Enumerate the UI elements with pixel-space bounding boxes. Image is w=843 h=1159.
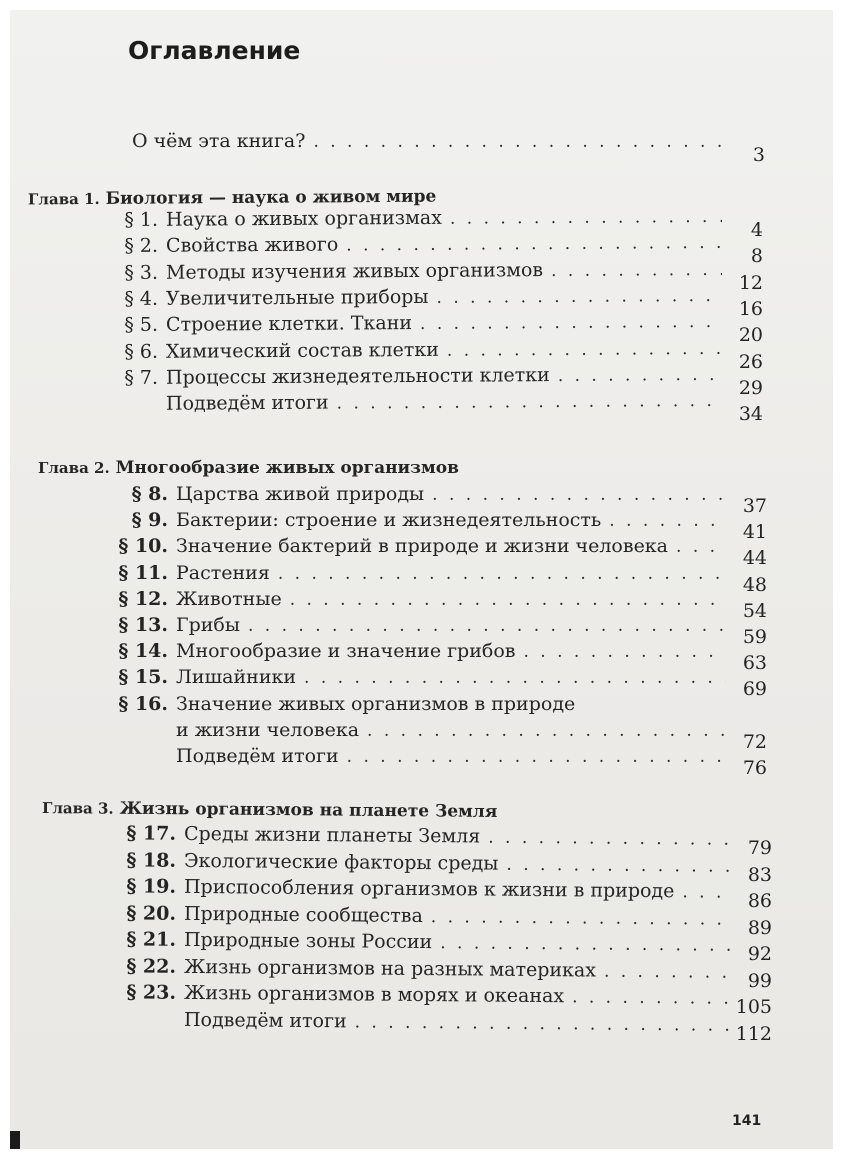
toc-entry[interactable] [106, 483, 726, 509]
toc-entry-title: Свойства живого [165, 233, 339, 258]
toc-entry[interactable] [106, 693, 726, 719]
section-number: § 6. [124, 340, 159, 363]
section-number: § 20. [126, 901, 177, 925]
toc-entry-title: Подведём итоги [176, 745, 339, 767]
leader-dots [523, 642, 726, 662]
toc-entry-page: 69 [742, 678, 767, 701]
toc-entry-title: О чём эта книга? [132, 130, 306, 152]
toc-entry-title: Наука о живых организмах [165, 206, 442, 231]
toc-entry[interactable] [106, 257, 722, 287]
section-number: § 21. [126, 928, 177, 951]
toc-entry-title: Царства живой природы [176, 483, 425, 505]
toc-entry-title: Методы изучения живых организмов [165, 258, 544, 284]
chapter-label: Глава 3. [41, 799, 114, 818]
toc-entry-title: Многообразие и значение грибов [176, 640, 516, 663]
page-number: 141 [732, 1113, 762, 1129]
leader-dots [604, 961, 732, 982]
section-number: § 11. [118, 561, 168, 584]
toc-entry-page: 41 [742, 521, 767, 544]
toc-entry-page: 79 [747, 837, 772, 859]
toc-entry-page: 44 [742, 547, 767, 570]
toc-entry-page: 29 [738, 376, 763, 399]
section-number: § 17. [126, 822, 177, 845]
chapter-heading-3 [42, 798, 498, 822]
chapter-title: Многообразие живых организмов [115, 458, 459, 478]
chapter-label: Глава 2. [38, 459, 110, 477]
section-number: § 9. [131, 509, 168, 532]
section-number: § 1. [124, 208, 159, 232]
leader-dots [432, 485, 726, 505]
toc-entry-page: 112 [735, 1022, 772, 1045]
toc-entry-page: 86 [747, 890, 772, 912]
toc-entry-title: Жизнь организмов в морях и океанах [183, 981, 565, 1008]
toc-entry-title: Природные сообщества [183, 902, 423, 927]
section-number: § 4. [124, 287, 159, 310]
toc-entry[interactable] [106, 363, 722, 393]
toc-entry[interactable] [106, 231, 722, 261]
toc-entry-page: 12 [738, 271, 763, 294]
leader-dots [551, 259, 722, 280]
toc-entry-page: 54 [742, 599, 767, 622]
leader-dots [447, 338, 722, 360]
toc-entry-page: 48 [742, 573, 767, 596]
toc-entry[interactable] [114, 822, 732, 853]
leader-dots [278, 564, 726, 584]
toc-entry[interactable] [106, 588, 726, 614]
toc-entry-title: Грибы [176, 614, 240, 636]
toc-entry-intro[interactable] [132, 130, 732, 156]
leader-dots [347, 747, 726, 767]
section-number: § 13. [118, 614, 168, 636]
book-page [10, 10, 833, 1149]
page-title: Оглавление [128, 36, 301, 65]
toc-entry-title: Значение живых организмов в природе [176, 692, 576, 715]
toc-entry[interactable] [106, 310, 722, 340]
toc-entry-title: Природные зоны России [183, 928, 433, 954]
page-corner [10, 1131, 20, 1149]
section-number: § 14. [118, 640, 168, 663]
toc-entry-title: Среды жизни планеты Земля [183, 822, 481, 848]
toc-entry-title: Экологические факторы среды [183, 849, 499, 875]
chapter-heading-2 [38, 458, 459, 478]
toc-entry-page: 72 [742, 730, 767, 753]
leader-dots [436, 286, 722, 308]
toc-entry-page: 37 [742, 495, 767, 517]
leader-dots [488, 828, 732, 850]
section-number: § 18. [126, 848, 177, 872]
toc-entry-page: 34 [738, 403, 763, 426]
leader-dots [313, 132, 732, 152]
toc-entry-page: 63 [742, 652, 767, 675]
leader-dots [420, 312, 722, 334]
section-number: § 16. [118, 692, 168, 715]
toc-entry-page: 4 [750, 219, 763, 241]
toc-entry[interactable] [106, 336, 722, 366]
toc-entry-page: 105 [735, 996, 772, 1018]
toc-entry-title: Растения [176, 561, 270, 584]
toc-entry-title: и жизни человека [176, 718, 360, 741]
leader-dots [431, 907, 732, 930]
section-number: § 8. [131, 483, 168, 505]
leader-dots [248, 616, 726, 636]
chapter-title: Биология — наука о живом мире [105, 186, 437, 209]
toc-entry[interactable] [114, 981, 732, 1012]
chapter-heading-1 [28, 187, 436, 210]
toc-entry-page: 8 [750, 245, 763, 268]
leader-dots [609, 511, 726, 531]
toc-entry-title: Процессы жизнедеятельности клетки [165, 363, 550, 389]
chapter-label: Глава 1. [27, 189, 100, 209]
leader-dots [337, 391, 722, 414]
leader-dots [290, 590, 726, 610]
toc-entry-title: Подведём итоги [183, 1008, 347, 1032]
toc-entry[interactable] [114, 928, 732, 959]
toc-entry[interactable] [106, 719, 726, 745]
leader-dots [572, 987, 732, 1008]
toc-entry-page: 83 [747, 863, 772, 886]
toc-entry[interactable] [106, 284, 722, 314]
leader-dots [440, 933, 732, 956]
toc-entry-title: Увеличительные приборы [165, 285, 429, 310]
section-number: § 22. [126, 954, 177, 978]
section-number: § 3. [124, 261, 159, 284]
toc-entry-title: Приспособления организмов к жизни в природе [183, 875, 675, 903]
toc-entry-title: Бактерии: строение и жизнедеятельность [176, 509, 602, 532]
toc-entry[interactable] [106, 562, 726, 588]
leader-dots [558, 365, 722, 386]
section-number: § 5. [124, 313, 159, 337]
toc-entry[interactable] [106, 535, 726, 561]
leader-dots [346, 233, 722, 256]
toc-entry[interactable] [114, 875, 732, 906]
section-number: § 7. [124, 366, 159, 389]
toc-entry[interactable] [106, 666, 726, 692]
section-number: § 15. [118, 666, 168, 689]
section-number: § 10. [118, 535, 168, 558]
chapter-title: Жизнь организмов на планете Земля [119, 798, 498, 822]
toc-entry-title: Химический состав клетки [165, 338, 439, 363]
toc-entry-page: 76 [742, 757, 767, 779]
toc-entry-page: 26 [738, 350, 763, 373]
section-number: § 19. [126, 875, 177, 898]
toc-entry-page: 16 [738, 297, 763, 320]
toc-entry[interactable] [106, 640, 726, 666]
toc-entry[interactable] [106, 389, 722, 419]
toc-entry[interactable] [114, 1008, 732, 1039]
section-number: § 12. [118, 587, 168, 610]
leader-dots [367, 721, 726, 741]
toc-entry-page: 92 [747, 943, 772, 965]
toc-entry-title: Строение клетки. Ткани [165, 312, 413, 336]
toc-entry[interactable] [106, 745, 726, 771]
leader-dots [506, 854, 732, 876]
section-number: § 2. [124, 235, 159, 258]
toc-entry[interactable] [106, 614, 726, 640]
toc-entry-title: Жизнь организмов на разных материках [183, 955, 597, 982]
leader-dots [304, 668, 726, 688]
toc-entry-title: Животные [176, 587, 282, 610]
toc-entry-page: 59 [742, 626, 767, 648]
section-number: § 23. [126, 981, 177, 1004]
toc-entry[interactable] [106, 509, 726, 535]
toc-entry-page: 3 [752, 144, 765, 166]
toc-entry-title: Подведём итоги [165, 391, 329, 415]
leader-dots [355, 1012, 733, 1035]
toc-entry-title: Значение бактерий в природе и жизни человека [176, 535, 669, 558]
toc-entry-title: Лишайники [176, 666, 297, 689]
toc-entry-page: 89 [747, 916, 772, 939]
toc-entry-page: 20 [738, 324, 763, 347]
section-number [114, 1025, 176, 1026]
toc-entry-page: 99 [747, 969, 772, 992]
leader-dots [450, 207, 722, 229]
